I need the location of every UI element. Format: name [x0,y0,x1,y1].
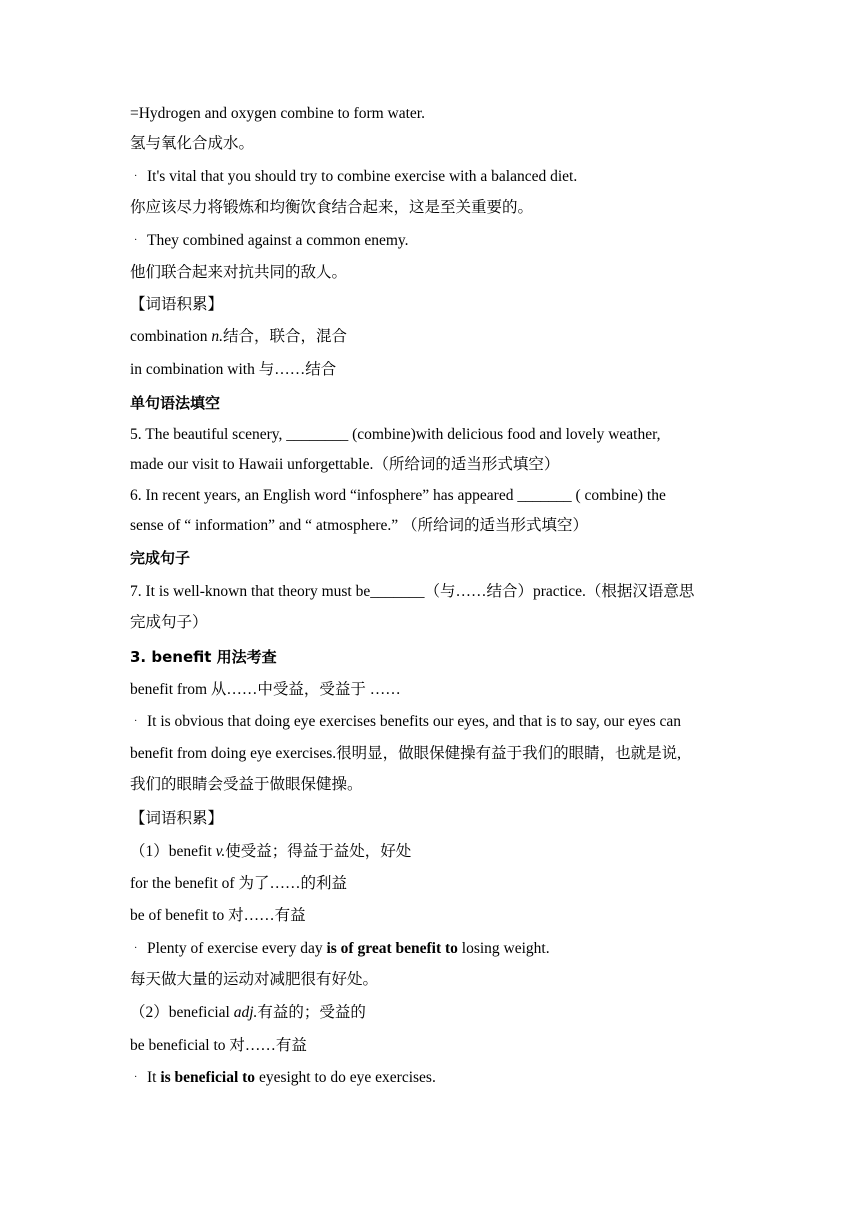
text-line: 他们联合起来对抗共同的敌人。 [130,264,348,281]
text-line: =Hydrogen and oxygen combine to form water. [130,105,425,122]
text-line: for the benefit of 为了……的利益 [130,875,347,892]
text-line: benefit from doing eye exercises.很明显，做眼保健操有益于我们的眼睛，也就是说, [130,745,682,762]
text-line: combination n.结合，联合，混合 [130,328,348,345]
text-line: 氢与氧化合成水。 [130,135,255,152]
bullet-dot: · [134,943,138,955]
exercise-line: 7. It is well-known that theory must be_______（与……结合）practice.（根据汉语意思 [130,583,695,600]
example-text: It is obvious that doing eye exercises benefits our eyes, and that is to say, our eyes can [147,713,682,730]
section-label: 【词语积累】 [130,296,224,313]
text-line: be of benefit to 对……有益 [130,907,306,924]
section-heading: 单句语法填空 [130,394,221,412]
example-line [130,167,577,187]
text-line: 每天做大量的运动对减肥很有好处。 [130,971,379,988]
example-text: It's vital that you should try to combine exercise with a balanced diet. [147,168,578,185]
example-line [130,712,681,732]
example-line [130,231,409,251]
text-line: （2）beneficial adj.有益的；受益的 [130,1004,366,1021]
example-line: · It is beneficial to eyesight to do eye exercises. [130,1068,436,1088]
exercise-line: 6. In recent years, an English word “infosphere” has appeared _______ ( combine) the [130,487,666,504]
text-line: 你应该尽力将锻炼和均衡饮食结合起来，这是至关重要的。 [130,199,534,216]
example-text: They combined against a common enemy. [147,232,409,249]
text-line: be beneficial to 对……有益 [130,1037,307,1054]
example-line: · Plenty of exercise every day is of great benefit to losing weight. [130,939,550,959]
bullet-dot: · [134,171,138,183]
bullet-dot: · [134,1072,138,1084]
exercise-line: 5. The beautiful scenery, ________ (combine)with delicious food and lovely weather, [130,426,661,443]
exercise-line: made our visit to Hawaii unforgettable.（所给词的适当形式填空） [130,456,560,473]
text-line: 我们的眼睛会受益于做眼保健操。 [130,776,363,793]
bullet-dot: · [134,716,138,728]
text-line: benefit from 从……中受益，受益于 …… [130,681,401,698]
exercise-line: sense of “ information” and “ atmosphere.” （所给词的适当形式填空） [130,517,589,534]
section-label: 【词语积累】 [130,810,224,827]
exercise-line: 完成句子） [130,614,208,631]
section-heading: 3. benefit 用法考查 [130,648,277,666]
text-line: in combination with 与……结合 [130,361,337,378]
text-line: （1）benefit v.使受益；得益于益处，好处 [130,843,412,860]
section-heading: 完成句子 [130,549,191,567]
bullet-dot: · [134,235,138,247]
